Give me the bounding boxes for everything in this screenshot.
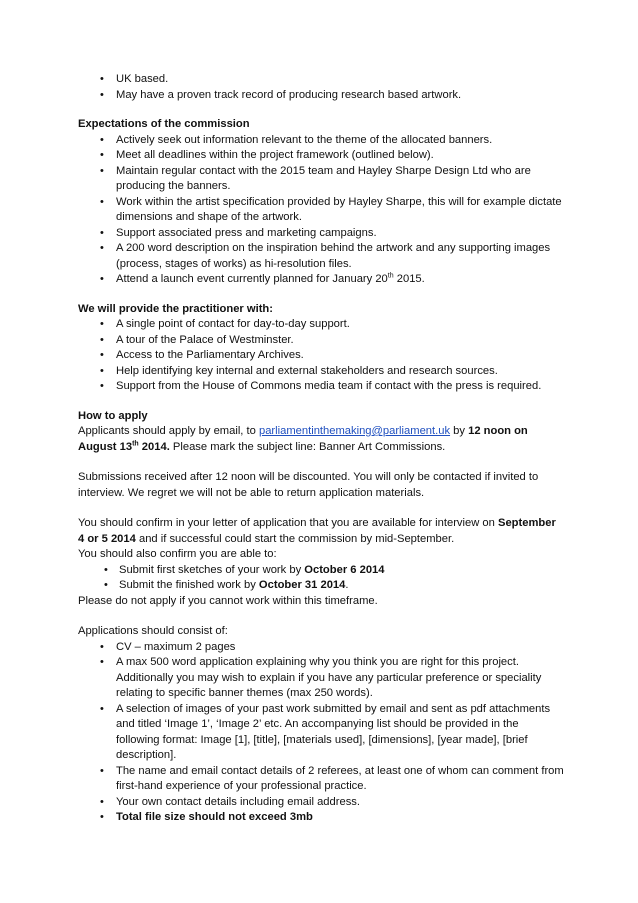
deadline-date: 12 noon on August 13th 2014. <box>78 425 528 453</box>
provide-list <box>78 317 564 395</box>
submission-note: Submissions received after 12 noon will be discounted. You will only be contacted if invited to interview. We regret we will not be able to return application materials. <box>78 471 539 499</box>
list-item: • A single point of contact for day-to-day support. <box>78 317 564 333</box>
list-item: • Support associated press and marketing campaigns. <box>78 226 564 242</box>
expectations-list <box>78 133 564 288</box>
list-item: • The name and email contact details of 2 referees, at least one of whom can comment from first-hand experience of your professional practice. <box>78 764 564 795</box>
timeframe-note: Please do not apply if you cannot work within this timeframe. <box>78 594 378 607</box>
file-size-limit: Total file size should not exceed 3mb <box>116 811 313 823</box>
list-item: • May have a proven track record of producing research based artwork. <box>78 88 564 104</box>
expectations-heading: Expectations of the commission <box>78 118 250 130</box>
confirm-list <box>78 563 564 594</box>
list-item: • Your own contact details including email address. <box>78 795 564 811</box>
list-item: • Maintain regular contact with the 2015 team and Hayley Sharpe Design Ltd who are producing the banners. <box>78 164 564 195</box>
interview-dates: September 4 or 5 2014 <box>78 517 556 545</box>
list-item: • Access to the Parliamentary Archives. <box>78 348 564 364</box>
list-item: • Support from the House of Commons media team if contact with the press is required. <box>78 379 564 395</box>
launch-text: Attend a launch event currently planned for January 20 <box>116 273 388 285</box>
list-item: • Meet all deadlines within the project framework (outlined below). <box>78 148 564 164</box>
consist-list <box>78 640 564 826</box>
apply-text: Applicants should apply by email, to <box>78 425 259 437</box>
eligibility-list <box>78 72 564 103</box>
launch-year: 2015. <box>393 273 425 285</box>
list-item: • A selection of images of your past work submitted by email and sent as pdf attachments and titled ‘Image 1’, ‘Image 2’ etc. An accompanying list should be provided in the following format: Image [1], [title], [materials used], [dimensions], [year made], [brief description]. <box>78 702 564 764</box>
list-item: • A tour of the Palace of Westminster. <box>78 333 564 349</box>
launch-sup: th <box>387 272 394 280</box>
list-item: • A max 500 word application explaining why you think you are right for this project. Additionally you may wish to explain if you have any particular preference or speciality relating to specific banner themes (max 250 words). <box>78 655 564 702</box>
how-to-apply-heading: How to apply <box>78 409 148 422</box>
list-item: • Submit first sketches of your work by October 6 2014 <box>78 563 564 579</box>
provide-heading: We will provide the practitioner with: <box>78 302 273 315</box>
list-item: • CV – maximum 2 pages <box>78 640 564 656</box>
subject-line-text: Please mark the subject line: Banner Art Commissions. <box>169 440 446 453</box>
list-item: • A 200 word description on the inspiration behind the artwork and any supporting images (process, stages of works) as hi-resolution files. <box>78 241 564 272</box>
list-item: • Help identifying key internal and external stakeholders and research sources. <box>78 364 564 380</box>
apply-by: by <box>450 425 469 437</box>
interview-paragraph: You should confirm in your letter of application that you are available for interview on September 4 or 5 2014 and if successful could start the commission by mid-September. <box>78 517 556 545</box>
list-item: • Work within the artist specification provided by Hayley Sharpe, this will for example dictate dimensions and shape of the artwork. <box>78 195 564 226</box>
document-body <box>78 72 564 826</box>
list-item: • Submit the finished work by October 31 2014. <box>78 578 564 594</box>
list-item: • UK based. <box>78 72 564 88</box>
list-item: • Actively seek out information relevant to the theme of the allocated banners. <box>78 133 564 149</box>
confirm-intro: You should also confirm you are able to: <box>78 548 277 560</box>
list-item <box>78 272 564 288</box>
email-link[interactable]: parliamentinthemaking@parliament.uk <box>258 425 451 437</box>
consist-intro: Applications should consist of: <box>78 625 228 637</box>
apply-instructions <box>78 424 564 455</box>
list-item <box>78 810 564 826</box>
